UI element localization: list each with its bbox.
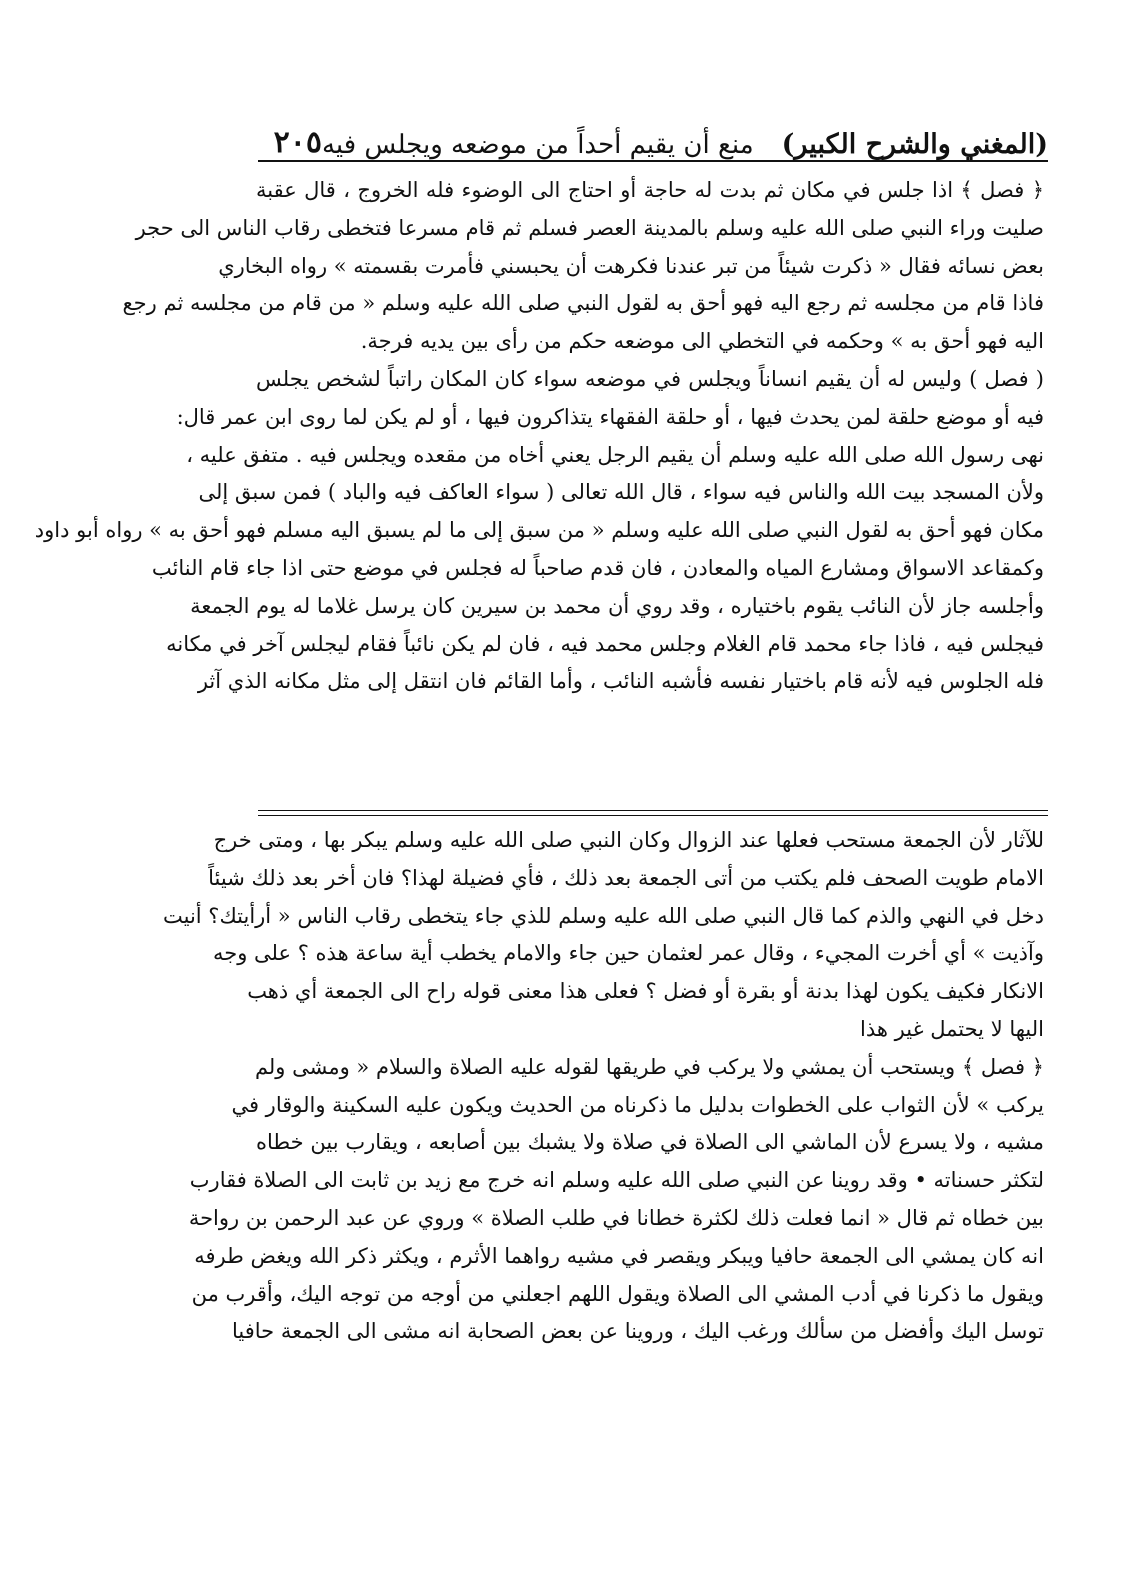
text-line: فيه أو موضع حلقة لمن يحدث فيها ، أو حلقة الفقهاء يتذاكرون فيها ، أو لم يكن لما روى ابن عمر قال:: [176, 404, 1044, 429]
text-line: وأجلسه جاز لأن النائب يقوم باختياره ، وقد روي أن محمد بن سيرين كان يرسل غلاما له يوم الجمعة: [190, 593, 1044, 618]
text-line: للآثار لأن الجمعة مستحب فعلها عند الزوال وكان النبي صلى الله عليه وسلم يبكر بها ، ومتى خرج: [213, 828, 1044, 852]
text-line: ولأن المسجد بيت الله والناس فيه سواء ، قال الله تعالى ( سواء العاكف فيه والباد ) فمن سبق إلى: [198, 480, 1044, 505]
text-line: مشيه ، ولا يسرع لأن الماشي الى الصلاة في صلاة ولا يشبك بين أصابعه ، ويقارب بين خطاه: [256, 1130, 1044, 1155]
text-line: بعض نسائه فقال « ذكرت شيئاً من تبر عندنا فكرهت أن يحبسني فأمرت بقسمته » رواه البخاري: [218, 253, 1044, 278]
header-titles: [322, 129, 1048, 160]
text-line: انه كان يمشي الى الجمعة حافيا ويبكر ويقصر في مشيه رواهما الأثرم ، ويكثر ذكر الله ويغض طرفه: [194, 1243, 1044, 1268]
text-line: فيجلس فيه ، فاذا جاء محمد قام الغلام وجلس محمد فيه ، فان لم يكن نائباً فقام ليجلس آخر في مكانه: [166, 631, 1044, 656]
text-line: بين خطاه ثم قال « انما فعلت ذلك لكثرة خطانا في طلب الصلاة » وروي عن عبد الرحمن بن رواحة: [188, 1205, 1044, 1230]
text-line: ﴿ فصل ﴾ اذا جلس في مكان ثم بدت له حاجة أو احتاج الى الوضوء فله الخروج ، قال عقبة: [256, 178, 1044, 202]
text-line: ويقول ما ذكرنا في أدب المشي الى الصلاة ويقول اللهم اجعلني من أوجه من توجه اليك، وأقرب من: [191, 1281, 1044, 1306]
page-number: ٢٠٥: [273, 125, 322, 160]
text-line: ( فصل ) وليس له أن يقيم انساناً ويجلس في موضعه سواء كان المكان راتباً لشخص يجلس: [256, 366, 1044, 391]
text-line: لتكثر حسناته • وقد روينا عن النبي صلى الله عليه وسلم انه خرج مع زيد بن ثابت الى الصلاة فقارب: [189, 1168, 1044, 1193]
running-header: [258, 112, 1048, 162]
commentary-text: [162, 822, 1044, 1351]
book-title: (المغني والشرح الكبير): [781, 129, 1048, 160]
section-topic: منع أن يقيم أحداً من موضعه ويجلس فيه: [321, 130, 754, 160]
text-line: فله الجلوس فيه لأنه قام باختيار نفسه فأشبه النائب ، وأما القائم فان انتقل إلى مثل مكانه الذي آثر: [197, 669, 1044, 694]
text-line: الانكار فكيف يكون لهذا بدنة أو بقرة أو فضل ؟ فعلى هذا معنى قوله راح الى الجمعة أي ذهب: [247, 979, 1044, 1004]
text-line: فاذا قام من مجلسه ثم رجع اليه فهو أحق به لقول النبي صلى الله عليه وسلم « من قام من مجلسه ثم رجع: [122, 291, 1044, 316]
text-line: دخل في النهي والذم كما قال النبي صلى الله عليه وسلم للذي جاء يتخطى رقاب الناس « أرأيتك؟ أنيت: [162, 903, 1044, 928]
text-line: صليت وراء النبي صلى الله عليه وسلم بالمدينة العصر فسلم ثم قام مسرعا فتخطى رقاب الناس الى حجر: [135, 215, 1044, 240]
text-line: اليه فهو أحق به » وحكمه في التخطي الى موضعه حكم من رأى بين يديه فرجة.: [360, 329, 1044, 354]
text-line: نهى رسول الله صلى الله عليه وسلم أن يقيم الرجل يعني أخاه من مقعده ويجلس فيه . متفق عليه ،: [186, 442, 1044, 467]
section-divider: [258, 810, 1048, 816]
text-line: توسل اليك وأفضل من سألك ورغب اليك ، وروينا عن بعض الصحابة انه مشى الى الجمعة حافيا: [231, 1319, 1044, 1344]
text-line: الامام طويت الصحف فلم يكتب من أتى الجمعة بعد ذلك ، فأي فضيلة لهذا؟ فان أخر بعد ذلك شيئاً: [208, 865, 1044, 890]
text-line: اليها لا يحتمل غير هذا: [860, 1016, 1044, 1041]
text-line: وآذيت » أي أخرت المجيء ، وقال عمر لعثمان حين جاء والامام يخطب أية ساعة هذه ؟ على وجه: [213, 941, 1044, 966]
text-line: يركب » لأن الثواب على الخطوات بدليل ما ذكرناه من الحديث ويكون عليه السكينة والوقار في: [231, 1092, 1044, 1117]
text-line: وكمقاعد الاسواق ومشارع المياه والمعادن ، فان قدم صاحباً له فجلس في موضع حتى اذا جاء قام النائب: [151, 555, 1044, 580]
text-line: ﴿ فصل ﴾ ويستحب أن يمشي ولا يركب في طريقها لقوله عليه الصلاة والسلام « ومشى ولم: [254, 1054, 1044, 1079]
main-text: [34, 172, 1044, 701]
text-line: مكان فهو أحق به لقول النبي صلى الله عليه وسلم « من سبق إلى ما لم يسبق اليه مسلم فهو أحق به » رواه أبو داود: [34, 518, 1044, 543]
